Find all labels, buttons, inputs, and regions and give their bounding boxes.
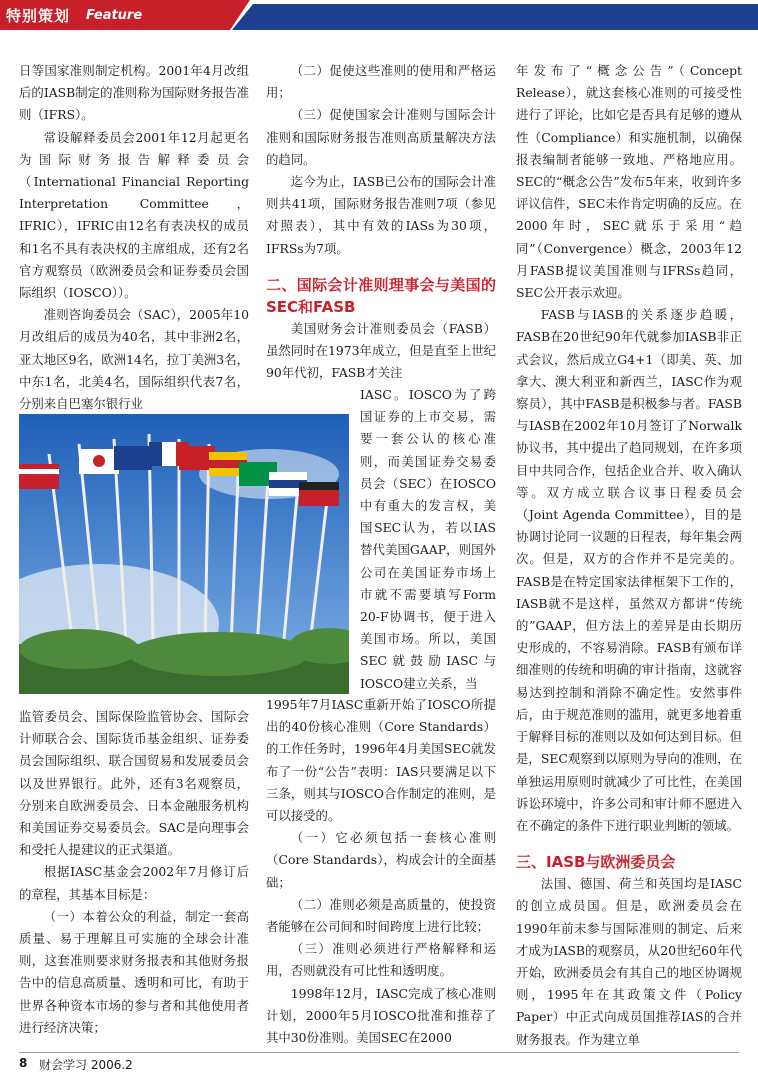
column-2-top — [266, 60, 496, 384]
paragraph: （一）本着公众的利益，制定一套高质量、易于理解且可实施的全球会计准则，这套准则要求财务报表和其他财务报告中的信息高质量、透明和可比，有助于世界各种资本市场的参与者和其他使用者进行经济决策； — [19, 908, 249, 1035]
paragraph: 1995年7月IASC重新开始了IOSCO所提出的40份核心准则（Core Standards）的工作任务时，1996年4月美国SEC就发布了一份“公告”表明：IAS只要满足以下三条，则其与IOSCO合作制定的准则，是可以接受的。 — [266, 697, 496, 824]
column-1-bottom — [19, 706, 249, 1039]
page-footer — [19, 1052, 739, 1076]
paragraph: （二）准则必须是高质量的，使投资者能够在公司间和时间跨度上进行比较； — [266, 896, 496, 935]
paragraph: IASC。IOSCO为了跨国证券的上市交易，需要一套公认的核心准则，而美国证券交易委员会（SEC）在IOSCO中有重大的发言权，美国SEC认为，若以IAS替代美国GAAP，则国外公司在美国证券市场上市就不需要填写Form 20-F协调书，便于进入美国市场。所以，美国SEC就鼓励IASC与IOSCO建立关系，当 — [360, 387, 496, 691]
column-1-top — [19, 60, 249, 415]
paragraph: （三）促使国家会计准则与国际会计准则和国际财务报告准则高质量解决方法的趋同。 — [266, 107, 496, 167]
paragraph: 美国财务会计准则委员会（FASB）虽然同时在1973年成立，但是直至上世纪90年代初，FASB才关注 — [266, 320, 496, 381]
page-number: 8 — [19, 1056, 28, 1070]
paragraph: 监管委员会、国际保险监管协会、国际会计师联合会、国际货币基金组织、证券委员会国际组织、联合国贸易和发展委员会以及世界银行。此外，还有3名观察员，分别来自欧洲委员会、日本金融服务机构和美国证券交易委员会。SAC是向理事会和受托人提建议的正式渠道。 — [19, 709, 249, 858]
section-heading: 二、国际会计准则理事会与美国的SEC和FASB — [266, 275, 496, 316]
flags-photo — [19, 414, 349, 694]
paragraph: 常设解释委员会2001年12月起更名为国际财务报告解释委员会（International Financial Reporting Interpretation Committee，IFRIC），IFRIC由12名有表决权的成员和1名不具有表决权的主席组成，还有2名官方观察员（欧洲委员会和证券委员会国际组织（IOSCO））。 — [19, 129, 249, 301]
paragraph: 年发布了“概念公告”（Concept Release），就这套核心准则的可接受性进行了评论，比如它是否具有足够的遵从性（Compliance）和实施机制，以确保报表编制者能够一致地、严格地应用。SEC的“概念公告”发布5年来，收到许多评议信件，SEC未作肯定明确的反应。在2000年时，SEC就乐于采用“趋同”（Convergence）概念，2003年12月FASB提议美国准则与IFRSs趋同，SEC公开表示欢迎。 — [516, 63, 742, 301]
paragraph: 法国、德国、荷兰和英国均是IASC的创立成员国。但是，欧洲委员会在1990年前未参与国际准则的制定、后来才成为IASB的观察员，从20世纪60年代开始，欧洲委员会有其自己的地区协调规则，1995年在其政策文件（Policy Paper）中正式向成员国推荐IAS的合并财务报表。作为建立单 — [516, 876, 742, 1047]
paragraph: 迄今为止，IASB已公布的国际会计准则共41项，国际财务报告准则7项（参见对照表），其中有效的IASs为30项，IFRSs为7项。 — [266, 174, 496, 256]
section-heading: 三、IASB与欧洲委员会 — [516, 853, 676, 872]
paragraph: （二）促使这些准则的使用和严格运用； — [266, 63, 496, 101]
flags-illustration — [19, 414, 349, 694]
section-sublabel: Feature — [86, 8, 143, 23]
paragraph: 日等国家准则制定机构。2001年4月改组后的IASB制定的准则称为国际财务报告准则（IFRS）。 — [19, 63, 249, 123]
paragraph: FASB与IASB的关系逐步趋暖，FASB在20世纪90年代就参加IASB非正式会议，然后成立G4+1（即美、英、加拿大、澳大利亚和新西兰，IASC作为观察员），其中FASB是积极参与者。FASB与IASB在2002年10月签订了Norwalk协议书，其中提出了趋同规划，在许多项目中共同合作，包括企业合并、收入确认等。双方成立联合议事日程委员会（Joint Agenda Committee），目的是协调讨论同一议题的日程表，每年集会两次。但是，双方的合作并不是完美的。FASB是在特定国家法律框架下工作的，IASB就不是这样，虽然双方都讲“传统的”GAAP，但方法上的差异是由长期历史形成的，不容易消除。FASB有颁布详细准则的传统和明确的审计指南，这就容易达到控制和消除不确定性。安然事件后，由于规范准则的滥用，就更多地着重于解释目标的准则以及如何达到目标。但是，SEC观察到以原则为导向的准则，在单独运用原则时就减少了可比性，在美国诉讼环境中，许多公司和审计师不愿进入在不确定的条件下进行职业判断的领域。 — [516, 307, 742, 833]
paragraph: 准则咨询委员会（SAC），2005年10月改组后的成员为40名，其中非洲2名，亚太地区9名，欧洲14名，拉丁美洲3名，中东1名，北美4名，国际组织代表7名，分别来自巴塞尔银行业 — [19, 307, 249, 412]
paragraph: 根据IASC基金会2002年7月修订后的章程，其基本目标是： — [19, 864, 249, 902]
paragraph: （一）它必须包括一套核心准则（Core Standards），构成会计的全面基础； — [266, 830, 496, 890]
section-label: 特别策划 — [6, 7, 71, 25]
header-blue-band — [232, 4, 758, 30]
footer-rule — [19, 1052, 739, 1053]
column-2-wrap — [360, 384, 496, 695]
column-2-bottom — [266, 694, 496, 1049]
page-header — [0, 0, 758, 30]
paragraph: 1998年12月，IASC完成了核心准则计划，2000年5月IOSCO批准和推荐了其中30份准则。美国SEC在2000 — [266, 985, 496, 1046]
paragraph: （三）准则必须进行严格解释和运用，否则就没有可比性和透明度。 — [266, 941, 496, 979]
column-3 — [516, 60, 742, 1051]
magazine-issue: 财会学习 2006.2 — [39, 1058, 133, 1072]
